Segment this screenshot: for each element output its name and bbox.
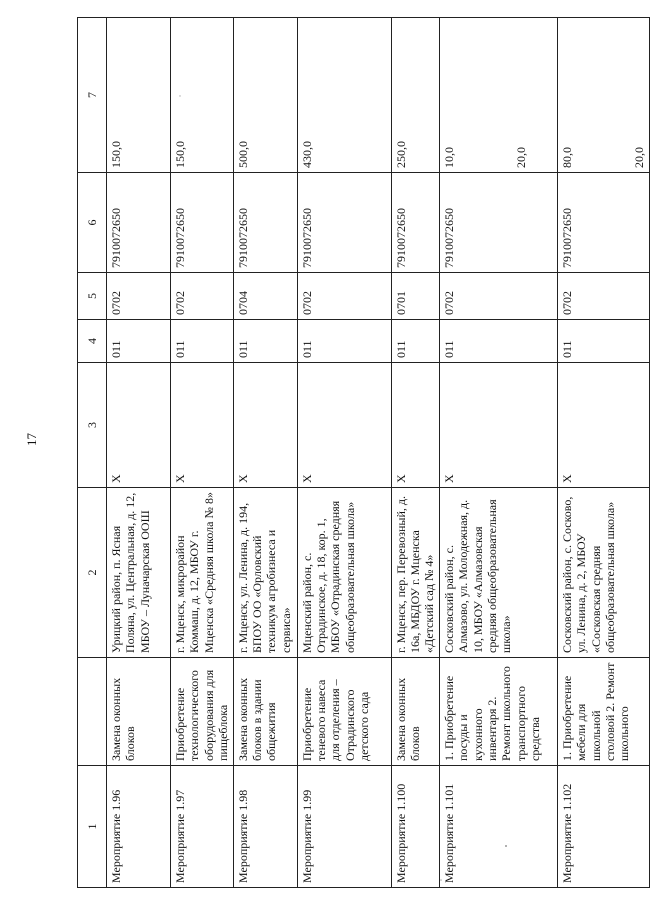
column-4-cell: 011 (297, 320, 391, 363)
table-row (391, 18, 439, 888)
header-cell-3: 3 (78, 363, 107, 488)
column-6-cell: 7910072650 (107, 173, 171, 273)
header-cell-4: 4 (78, 320, 107, 363)
column-6-cell: 7910072650 (391, 173, 439, 273)
amount-value: 80,0 (559, 147, 574, 168)
address-cell: г. Мценск, микрорайон Коммаш, д. 12, МБОУ г. Мценска «Средняя школа № 8» (171, 488, 234, 658)
column-3-cell: Х (439, 363, 557, 488)
amount-value: 20,0 (632, 147, 647, 168)
column-4-cell: 011 (439, 320, 557, 363)
header-cell-2: 2 (78, 488, 107, 658)
amount-cell (297, 18, 391, 173)
column-4-cell: 011 (391, 320, 439, 363)
amount-value: 430,0 (299, 141, 314, 168)
amount-cell (557, 18, 649, 173)
event-name-cell: Замена оконных блоков (391, 658, 439, 766)
amount-cell (391, 18, 439, 173)
column-6-cell: 7910072650 (557, 173, 649, 273)
event-name-cell: 1. Приобретение мебели для школьной столовой 2. Ремонт школьного (557, 658, 649, 766)
column-3-cell: Х (107, 363, 171, 488)
header-row (78, 18, 107, 888)
column-3-cell: Х (233, 363, 297, 488)
column-3-cell: Х (171, 363, 234, 488)
amount-value: 10,0 (441, 147, 456, 168)
table-body (78, 18, 650, 888)
address-cell: Урицкий район, п. Ясная Поляна, ул. Центральная, д. 12, МБОУ – Луначарская ООШ (107, 488, 171, 658)
column-5-cell: 0701 (391, 273, 439, 320)
event-id-cell: Мероприятие 1.101 (439, 766, 557, 888)
event-name-cell: Приобретение теневого навеса для отделения – Отрадинского детского сада (297, 658, 391, 766)
table-row (107, 18, 171, 888)
page-number: 17 (24, 433, 39, 446)
rotated-page (77, 18, 647, 888)
table-row (171, 18, 234, 888)
amount-cell (107, 18, 171, 173)
address-cell: Сосковский район, с. Сосково, ул. Ленина, д. 2, МБОУ «Сосковская средняя общеобразовательная школа» (557, 488, 649, 658)
event-name-cell: Замена оконных блоков в здании общежития (233, 658, 297, 766)
column-4-cell: 011 (171, 320, 234, 363)
column-4-cell: 011 (233, 320, 297, 363)
event-name-cell: 1. Приобретение посуды и кухонного инвентаря 2. Ремонт школьного транспортного средства (439, 658, 557, 766)
event-id-cell: Мероприятие 1.100 (391, 766, 439, 888)
header-cell-6: 6 (78, 173, 107, 273)
address-cell: г. Мценск, ул. Ленина, д. 194, БПОУ ОО «Орловский техникум агробизнеса и сервиса» (233, 488, 297, 658)
event-name-cell: Приобретение технологического оборудования для пищеблока (171, 658, 234, 766)
amount-value: 500,0 (235, 141, 250, 168)
event-id-cell: Мероприятие 1.99 (297, 766, 391, 888)
column-5-cell: 0704 (233, 273, 297, 320)
event-id-cell: Мероприятие 1.97 (171, 766, 234, 888)
column-4-cell: 011 (557, 320, 649, 363)
address-cell: Мценский район, с. Отрадинское, д. 18, кор. 1, МБОУ «Отрадинская средняя общеобразовательная школа» (297, 488, 391, 658)
column-5-cell: 0702 (557, 273, 649, 320)
column-3-cell: Х (297, 363, 391, 488)
column-5-cell: 0702 (171, 273, 234, 320)
amount-cell (439, 18, 557, 173)
amount-cell (233, 18, 297, 173)
column-5-cell: 0702 (297, 273, 391, 320)
event-id-cell: Мероприятие 1.96 (107, 766, 171, 888)
event-id-cell: Мероприятие 1.98 (233, 766, 297, 888)
column-5-cell: 0702 (439, 273, 557, 320)
amount-cell (171, 18, 234, 173)
column-4-cell: 011 (107, 320, 171, 363)
column-6-cell: 7910072650 (439, 173, 557, 273)
header-cell-7: 7 (78, 18, 107, 173)
address-cell: Сосковский район, с. Алмазово, ул. Молодежная, д. 10, МБОУ «Алмазовская средняя общеобразовательная школа» (439, 488, 557, 658)
header-cell-5: 5 (78, 273, 107, 320)
address-cell: г. Мценск, пер. Перевозный, д. 16а, МБДОУ г. Мценска «Детский сад № 4» (391, 488, 439, 658)
table-row (233, 18, 297, 888)
amount-value: 150,0 (173, 141, 187, 168)
column-5-cell: 0702 (107, 273, 171, 320)
column-6-cell: 7910072650 (171, 173, 234, 273)
event-name-cell: Замена оконных блоков (107, 658, 171, 766)
column-3-cell: Х (391, 363, 439, 488)
column-6-cell: 7910072650 (297, 173, 391, 273)
column-6-cell: 7910072650 (233, 173, 297, 273)
event-id-cell: Мероприятие 1.102 (557, 766, 649, 888)
table-row (297, 18, 391, 888)
table-row (557, 18, 649, 888)
header-cell-1: 1 (78, 766, 107, 888)
header-cell-gap (78, 658, 107, 766)
amount-value: 250,0 (393, 141, 408, 168)
amount-value: 150,0 (109, 141, 123, 168)
amount-value: 20,0 (514, 147, 529, 168)
table-row (439, 18, 557, 888)
budget-table (77, 17, 650, 888)
column-3-cell: Х (557, 363, 649, 488)
